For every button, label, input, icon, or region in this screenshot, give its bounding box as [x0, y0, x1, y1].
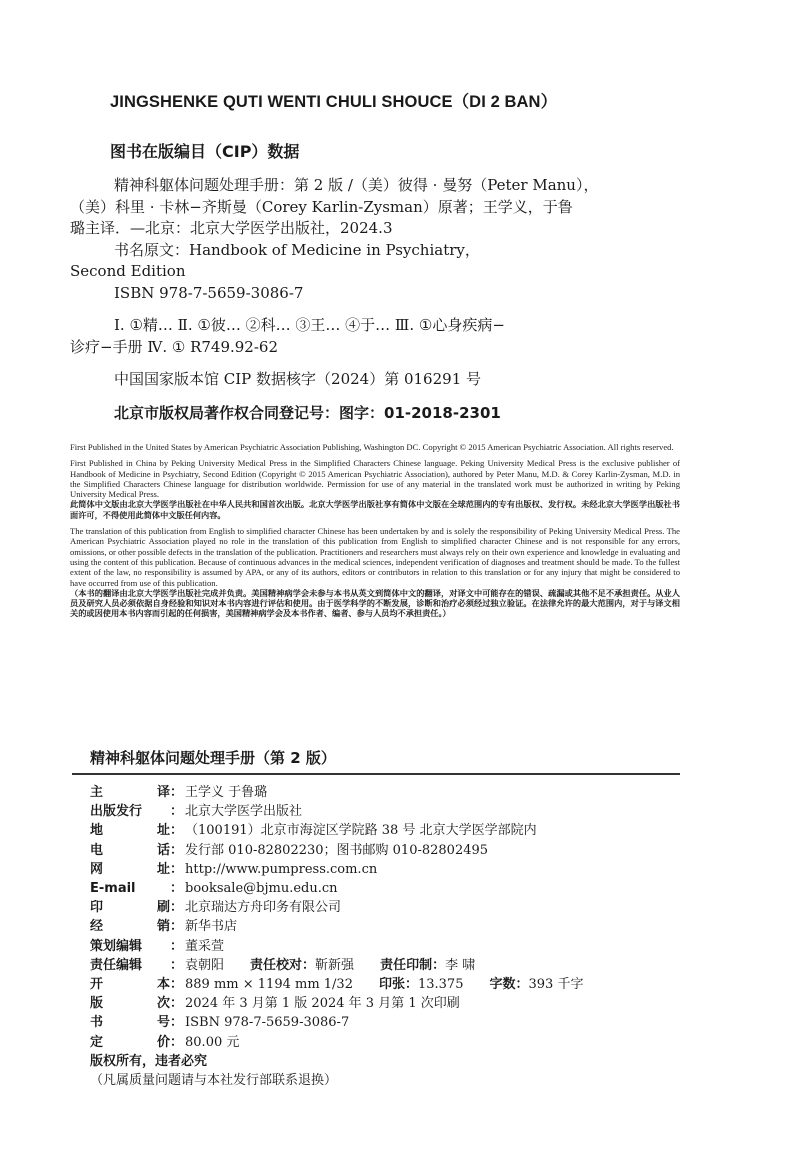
notice-translation-disclaimer-cn: （本书的翻译由北京大学医学出版社完成并负责。美国精神病学会未参与本书从英文到简体中文的翻译，对译文中可能存在的错误、疏漏或其他不足不承担责任。从业人员及研究人员必须依据自身经验和知识对本书内容进行评估和使用。由于医学科学的不断发展，诊断和治疗必须经过独立验证。在法律允许的最大范围内，对于与译文相关的或因使用本书内容而引起的任何损害，美国精神病学会及本书作者、编者、参与人员均不承担责任。）	[70, 587, 680, 619]
cip-verify-number: 中国国家版本馆 CIP 数据核字（2024）第 016291 号	[114, 370, 482, 388]
notice-translation-disclaimer: The translation of this publication from English to simplified character Chinese has been undertaken by and is solely the responsibility of Peking University Medical Press. The American Psychiatric Association played no role in the translation of this publication from English to simplified character Chinese and is not responsible for any errors, omissions, or other possible defects in the translation of the publication. Practitioners and researchers must always rely on their own experience and knowledge in evaluating and using the content of this publication. Because of continuous advances in the medical sciences, independent verification of diagnoses and treatment should be made. To the fullest extent of the law, no responsibility is assumed by APA, or any of its authors, editors or contributors in relation to this translation or for any injury that might be considered to have occurred from use of this publication.	[70, 526, 680, 588]
colophon-label: 经 销	[90, 919, 170, 935]
colophon-value: 袁朝阳	[185, 957, 225, 973]
colophon-value: ISBN 978-7-5659-3086-7	[185, 1015, 350, 1031]
colophon-label: 地 址	[90, 823, 170, 839]
colophon-row-isbn: 书 号 ： ISBN 978-7-5659-3086-7	[90, 1013, 690, 1032]
colophon-label: 网 址	[90, 861, 170, 877]
print-supervisor-label: 责任印制：	[380, 957, 446, 973]
colophon-value: http://www.pumpress.com.cn	[185, 861, 378, 877]
colophon-label: 开 本	[90, 977, 170, 993]
colophon-value: 北京瑞达方舟印务有限公司	[185, 900, 342, 916]
colophon-row-price: 定 价 ： 80.00 元	[90, 1033, 690, 1052]
colophon-value: 董采萱	[185, 938, 225, 954]
colophon-value: 王学义 于鲁璐	[185, 785, 268, 800]
colophon-row-edition: 版 次 ： 2024 年 3 月第 1 版 2024 年 3 月第 1 次印刷	[90, 994, 690, 1013]
cip-line-4: 书名原文：Handbook of Medicine in Psychiatry，	[114, 240, 480, 259]
cip-line-5: Second Edition	[70, 262, 186, 280]
sheets-label: 印张：	[378, 977, 418, 993]
rights-reserved: 版权所有，违者必究	[90, 1053, 208, 1069]
copyright-registration: 北京市版权局著作权合同登记号：图字：01-2018-2301	[114, 403, 501, 422]
cip-isbn: ISBN 978-7-5659-3086-7	[114, 283, 304, 302]
colophon-row-printer: 印 刷 ： 北京瑞达方舟印务有限公司	[90, 898, 690, 917]
cip-heading: 图书在版编目（CIP）数据	[110, 142, 300, 161]
colophon-value: 2024 年 3 月第 1 版 2024 年 3 月第 1 次印刷	[185, 996, 460, 1012]
print-supervisor-value: 李 啸	[445, 957, 476, 973]
colophon-value: 发行部 010-82802230；图书邮购 010-82802495	[185, 842, 489, 858]
colophon-label: 书 号	[90, 1015, 170, 1031]
sheets-value: 13.375	[417, 977, 464, 993]
colophon-row-email: E-mail ： booksale@bjmu.edu.cn	[90, 879, 690, 898]
return-note: （凡属质量问题请与本社发行部联系退换）	[90, 1073, 338, 1089]
proofreader-label: 责任校对：	[250, 957, 316, 973]
colophon-row-website: 网 址 ： http://www.pumpress.com.cn	[90, 860, 690, 879]
copyright-notice	[70, 442, 680, 625]
proofreader-value: 靳新强	[315, 957, 355, 973]
colophon-value: 889 mm × 1194 mm 1/32	[185, 977, 353, 993]
cip-data-block	[70, 175, 695, 424]
colophon-label: 定 价	[90, 1034, 170, 1050]
colophon-value: 新华书店	[185, 919, 238, 935]
word-count-label: 字数：	[489, 977, 529, 993]
colophon-label: 印 刷	[90, 900, 170, 916]
colophon-label: 主 译	[90, 785, 170, 800]
colophon-label: 版 次	[90, 996, 170, 1012]
colophon-label: 电 话	[90, 842, 170, 858]
cip-classification-2: 诊疗−手册 Ⅳ. ① R749.92-62	[70, 337, 279, 356]
cip-classification-1: Ⅰ. ①精… Ⅱ. ①彼… ②科… ③王… ④于… Ⅲ. ①心身疾病−	[114, 316, 505, 334]
cip-line-3: 璐主译．—北京：北京大学医学出版社，2024.3	[70, 219, 393, 237]
colophon-label: E-mail	[90, 881, 136, 897]
colophon-value: （100191）北京市海淀区学院路 38 号 北京大学医学部院内	[185, 823, 537, 839]
colophon-row-publisher: 出版发行 ： 北京大学医学出版社	[90, 802, 690, 821]
notice-china-rights: 此简体中文版由北京大学医学出版社在中华人民共和国首次出版。北京大学医学出版社享有简体中文版在全球范围内的专有出版权、发行权。未经北京大学医学出版社书面许可，不得使用此简体中文版任何内容。	[70, 499, 680, 520]
colophon-row-responsibility: 责任编辑 ： 袁朝阳 责任校对： 靳新强 责任印制： 李 啸	[90, 956, 690, 975]
colophon-value: booksale@bjmu.edu.cn	[185, 881, 338, 897]
colophon-label: 出版发行	[90, 804, 143, 820]
notice-first-published-china: First Published in China by Peking University Medical Press in the Simplified Characters Chinese language. Peking University Medical Press is the exclusive publisher of Handbook of Medicine in Psychiatry, Second Edition (Copyright © 2015 American Psychiatric Association), authored by Peter Manu, M.D. & Corey Karlin-Zysman, M.D. in the Simplified Characters Chinese language for distribution worldwide. Permission for use of any material in the translated work must be authorized in writing by Peking University Medical Press.	[70, 458, 680, 500]
colophon-details	[90, 783, 690, 1090]
colophon-row-address: 地 址 ： （100191）北京市海淀区学院路 38 号 北京大学医学部院内	[90, 821, 690, 840]
pinyin-title: JINGSHENKE QUTI WENTI CHULI SHOUCE（DI 2 BAN）	[110, 93, 558, 111]
colophon-row-format: 开 本 ： 889 mm × 1194 mm 1/32 印张： 13.375 字数： 393 千字	[90, 975, 690, 994]
colophon-value: 北京大学医学出版社	[185, 804, 303, 820]
cip-line-1: 精神科躯体问题处理手册：第 2 版 /（美）彼得 · 曼努（Peter Manu），	[114, 176, 599, 194]
colophon-row-translator: 主 译 ： 王学义 于鲁璐	[90, 783, 690, 802]
colophon-row-return-note	[90, 1071, 690, 1090]
colophon-row-phone: 电 话 ： 发行部 010-82802230；图书邮购 010-82802495	[90, 841, 690, 860]
colophon-value: 80.00 元	[185, 1034, 240, 1050]
word-count-value: 393 千字	[528, 977, 584, 993]
cip-line-2: （美）科里 · 卡林−齐斯曼（Corey Karlin-Zysman）原著；王学义，于鲁	[70, 197, 573, 216]
notice-first-published-us: First Published in the United States by American Psychiatric Association Publishing, Washington DC. Copyright © 2015 American Psychiatric Association. All rights reserved.	[70, 442, 674, 452]
colophon-row-planning-editor: 策划编辑 ： 董采萱	[90, 937, 690, 956]
colophon-book-title: 精神科躯体问题处理手册（第 2 版）	[90, 749, 336, 767]
colophon-row-rights	[90, 1052, 690, 1071]
divider-rule	[72, 773, 680, 775]
colophon-row-distributor: 经 销 ： 新华书店	[90, 917, 690, 936]
colophon-label: 责任编辑	[90, 957, 143, 973]
colophon-label: 策划编辑	[90, 938, 143, 954]
